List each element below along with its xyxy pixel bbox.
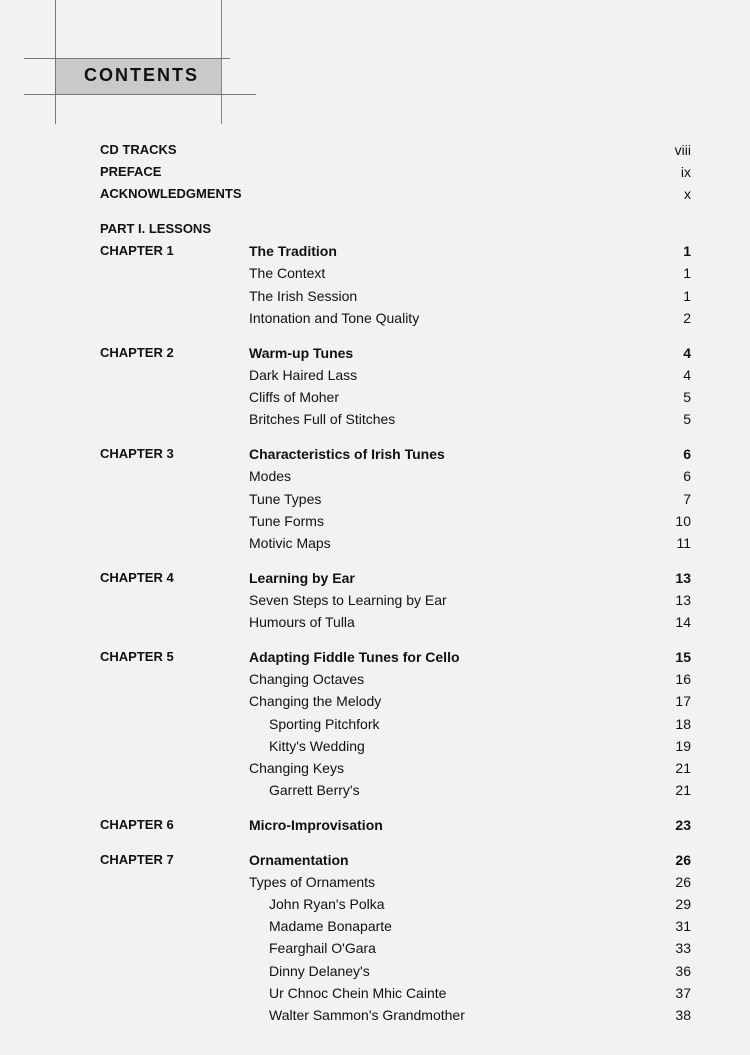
page-number: 5 [683,411,691,427]
toc-row [0,241,750,261]
page-number: ix [680,164,691,180]
chapter-title: Characteristics of Irish Tunes [249,446,445,462]
toc-row [0,647,750,667]
page-number: 18 [675,716,691,732]
toc-row [0,343,750,363]
toc-row [0,466,750,486]
chapter-title: Warm-up Tunes [249,345,354,361]
tune-title: Fearghail O'Gara [269,940,376,956]
section-title: Intonation and Tone Quality [249,310,420,326]
toc-row [0,489,750,509]
front-matter-row [0,162,750,182]
page-number: 21 [675,782,691,798]
toc-row [0,365,750,385]
chapter-title: Adapting Fiddle Tunes for Cello [249,649,460,665]
front-matter-row [0,140,750,160]
page-number: 4 [683,345,691,361]
section-title: Dark Haired Lass [249,367,358,383]
toc-row [0,714,750,734]
chapter-label: CHAPTER 4 [100,570,174,585]
page-number: 21 [675,760,691,776]
tune-title: Ur Chnoc Chein Mhic Cainte [269,985,447,1001]
page-number: 5 [683,389,691,405]
section-title: The Irish Session [249,288,358,304]
header-rule-top [24,58,230,59]
crop-line-vertical-right [221,0,222,124]
section-title: Changing the Melody [249,693,382,709]
tune-title: Dinny Delaney's [269,963,370,979]
section-title: Cliffs of Moher [249,389,339,405]
toc-row [0,444,750,464]
front-matter-label: CD TRACKS [100,142,177,157]
toc-row [0,1005,750,1025]
toc-row [0,961,750,981]
section-title: Seven Steps to Learning by Ear [249,592,447,608]
page-number: x [684,186,691,202]
page-number: 33 [675,940,691,956]
front-matter-row [0,184,750,204]
page-number: 26 [675,874,691,890]
page-number: 17 [675,693,691,709]
toc-row [0,387,750,407]
page-number: 14 [675,614,691,630]
toc-row [0,533,750,553]
toc-row [0,872,750,892]
section-title: Types of Ornaments [249,874,376,890]
page-number: 4 [683,367,691,383]
page-number: 6 [683,468,691,484]
page-number: 6 [683,446,691,462]
chapter-title: Micro-Improvisation [249,817,383,833]
page-number: 37 [675,985,691,1001]
section-title: Modes [249,468,292,484]
page-number: 13 [675,592,691,608]
header-rule-bottom [24,94,256,95]
page-number: 1 [683,243,691,259]
section-title: Changing Octaves [249,671,365,687]
page-number: 36 [675,963,691,979]
page-number: 23 [675,817,691,833]
part-heading: PART I. LESSONS [100,221,211,236]
page-number: 1 [683,265,691,281]
toc-row [0,263,750,283]
section-title: The Context [249,265,326,281]
toc-row [0,850,750,870]
page-number: 29 [675,896,691,912]
front-matter-label: ACKNOWLEDGMENTS [100,186,242,201]
toc-row [0,780,750,800]
page-number: viii [674,142,691,158]
toc-row [0,691,750,711]
page-number: 1 [683,288,691,304]
section-title: Motivic Maps [249,535,331,551]
toc-row [0,916,750,936]
page-number: 31 [675,918,691,934]
chapter-label: CHAPTER 3 [100,446,174,461]
chapter-label: CHAPTER 2 [100,345,174,360]
toc-row [0,938,750,958]
tune-title: Madame Bonaparte [269,918,392,934]
page-number: 10 [675,513,691,529]
tune-title: Walter Sammon's Grandmother [269,1007,465,1023]
toc-row [0,894,750,914]
part-heading-row [0,219,750,239]
toc-row [0,612,750,632]
section-title: Humours of Tulla [249,614,355,630]
toc-row [0,409,750,429]
toc-row [0,590,750,610]
section-title: Changing Keys [249,760,344,776]
toc-row [0,983,750,1003]
page-number: 7 [683,491,691,507]
toc-row [0,286,750,306]
tune-title: Garrett Berry's [269,782,360,798]
front-matter-label: PREFACE [100,164,162,179]
toc-row [0,669,750,689]
toc-row [0,568,750,588]
page-number: 16 [675,671,691,687]
section-title: Tune Types [249,491,322,507]
page-number: 15 [675,649,691,665]
section-title: Britches Full of Stitches [249,411,396,427]
page-number: 26 [675,852,691,868]
page-number: 19 [675,738,691,754]
toc-row [0,815,750,835]
chapter-label: CHAPTER 5 [100,649,174,664]
chapter-label: CHAPTER 7 [100,852,174,867]
page-number: 38 [675,1007,691,1023]
tune-title: Sporting Pitchfork [269,716,380,732]
toc-row [0,736,750,756]
chapter-title: Ornamentation [249,852,349,868]
chapter-title: Learning by Ear [249,570,355,586]
page-title: CONTENTS [84,65,199,85]
toc-row [0,308,750,328]
page-number: 2 [683,310,691,326]
chapter-label: CHAPTER 6 [100,817,174,832]
chapter-title: The Tradition [249,243,337,259]
section-title: Tune Forms [249,513,324,529]
tune-title: Kitty's Wedding [269,738,365,754]
tune-title: John Ryan's Polka [269,896,385,912]
chapter-label: CHAPTER 1 [100,243,174,258]
page-number: 11 [676,535,691,551]
toc-row [0,758,750,778]
page-number: 13 [675,570,691,586]
toc-row [0,511,750,531]
